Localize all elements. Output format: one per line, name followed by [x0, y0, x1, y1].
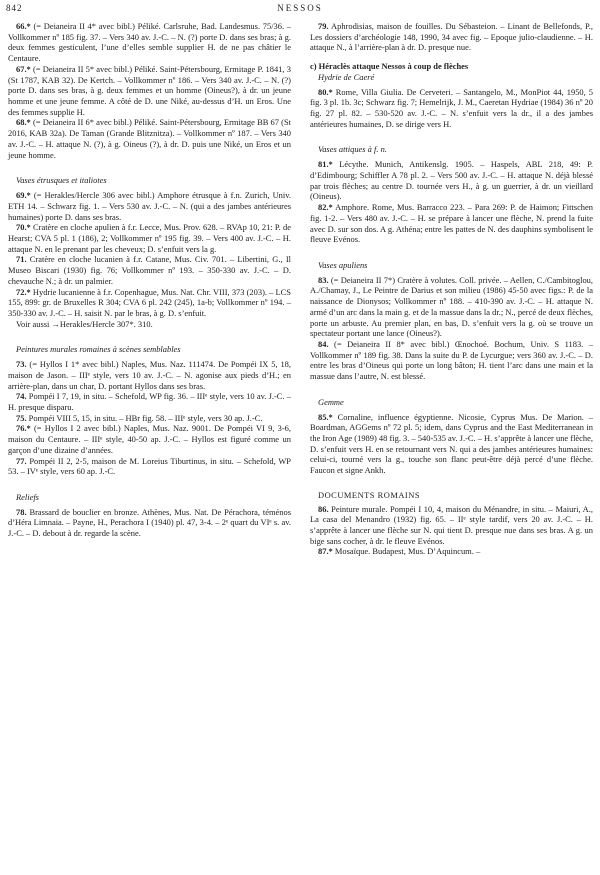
left-column	[8, 21, 291, 539]
section-heading-smallcaps: DOCUMENTS ROMAINS	[318, 489, 421, 500]
right-column	[310, 21, 593, 557]
catalogue-entry: 79. Aphrodisias, maison de fouilles. Du Sébasteion. – Linant de Bellefonds, P., Les dossiers d’archéologie 148, 1990, 34 avec fig. – Epoque julio-claudienne. – H. attaque N., à l’arrière-plan à dr. D. presque nue.	[310, 21, 593, 53]
running-header	[0, 3, 600, 17]
catalogue-entry: 87.* Mosaïque. Budapest, Mus. D’Aquincum. –	[318, 546, 481, 557]
catalogue-entry: 69.* (= Herakles/Hercle 306 avec bibl.) Amphore étrusque à f.n. Zurich, Univ. ETH 14. – Schwarz fig. 1. – Vers 530 av. J.-C. – N. (qui a des jambes antérieures humaines) porte D. dans ses bras.	[8, 190, 291, 222]
catalogue-entry: 70.* Cratère en cloche apulien à f.r. Lecce, Mus. Prov. 628. – RVAp 10, 21: P. de Hearst; CVA 5 pl. 1 (186), 2; Vollkommer nº 195 fig. 39. – Vers 400 av. J.-C. – H. attaque N. en le prenant par les cheveux; D. s’enfuit vers la g.	[8, 222, 291, 254]
catalogue-entry: 66.* (= Deianeira II 4* avec bibl.) Péliké. Carlsruhe, Bad. Landesmus. 75/36. – Vollkommer nº 185 fig. 37. – Vers 340 av. J.-C. – N. (?) porte D. dans ses bras; à g. deux femmes gesticulent, l’une d’elles semble supplier H. de ne pas châtier le Centaure.	[8, 21, 291, 64]
catalogue-entry: 78. Brassard de bouclier en bronze. Athènes, Mus. Nat. De Pérachora, téménos d’Héra Limnaia. – Payne, H., Perachora I (1940) pl. 47, 3-4. – 2ᵉ quart du VIᵉ s. av. J.-C. – D. debout à dr. regarde la scène.	[8, 506, 291, 539]
catalogue-entry: 74. Pompéi I 7, 19, in situ. – Schefold, WP fig. 36. – IIIᵉ style, vers 10 av. J.-C. – H. presque disparu.	[8, 391, 291, 412]
subsection-heading: Gemme	[318, 396, 344, 407]
catalogue-entry: 67.* (= Deianeira II 5* avec bibl.) Péliké. Saint-Pétersbourg, Ermitage P. 1841, 3 (St 1787, KAB 32). De Kertch. – Vollkommer nº 186. – Vers 340 av. J.-C. – N. (?) porte D. dans ses bras, à g. deux femmes et un homme (Oineus?), à dr. un jeune homme et une jeune femme. A côté de D. une Niké, au-dessus d’H. un Eros. Une des femmes supplie H.	[8, 63, 291, 117]
subsection-heading: Reliefs	[16, 492, 39, 503]
catalogue-entry: 75. Pompéi VIII 5, 15, in situ. – HBr fig. 58. – IIIᵉ style, vers 30 ap. J.-C.	[16, 412, 263, 423]
catalogue-entry: 86. Peinture murale. Pompéi I 10, 4, maison du Ménandre, in situ. – Maiuri, A., La casa del Menandro (1932) fig. 65. – IIᵉ style tardif, vers 20 av. J.-C. – H. s’apprête à lancer une flèche sur N. qui tient D. presque nue dans ses bras. A g. un bige sans cocher, à dr. le fleuve Evénos.	[310, 503, 593, 546]
catalogue-entry: 82.* Amphore. Rome, Mus. Barracco 223. – Para 269: P. de Haimon; Fittschen fig. 1-2. – Vers 480 av. J.-C. – H. se prépare à lancer une flèche, N. prend la fuite avec D. sur son dos. A g. Athéna; entre les pattes de N. des dauphins symbolisent le fleuve Evénos.	[310, 202, 593, 245]
subsection-heading: Vases étrusques et italiotes	[16, 175, 107, 186]
catalogue-entry: 68.* (= Deianeira II 6* avec bibl.) Péliké. Saint-Pétersbourg, Ermitage BB 67 (St 2016, KAB 32a). De Taman (Grande Blitznitza). – Vollkommer nº 187. – Vers 340 av. J.-C. – H. attaque N. (?), à g. Oineus (?), à dr. D. puis une Niké, un Eros et un jeune homme.	[8, 117, 291, 160]
page-number: 842	[6, 3, 23, 13]
catalogue-entry: 84. (= Deianeira II 8* avec bibl.) Œnochoé. Bochum, Univ. S 1183. – Vollkommer nº 189 fig. 38. Dans la suite du P. de Lycurgue; vers 360 av. J.-C. – D. entre les bras d’Oineus qui porte un long bâton; H. tient l’arc dans une main et la massue dans l’autre, N. est blessé.	[310, 338, 593, 382]
catalogue-entry: 71. Cratère en cloche lucanien à f.r. Catane, Mus. Civ. 701. – Libertini, G., Il Museo Biscari (1930) fig. 76; Vollkommer nº 193. – 350-330 av. J.-C. – D. chevauche N.; à dr. un palmier.	[8, 254, 291, 286]
subsection-heading: Vases apuliens	[318, 259, 368, 270]
catalogue-entry: 73. (= Hyllos I 1* avec bibl.) Naples, Mus. Naz. 111474. De Pompéi IX 5, 18, maison de Jason. – IIIᵉ style, vers 10 av. J.-C. – N. agonise aux pieds d’H.; en arrière-plan, dans un char, D. portant Hyllos dans ses bras.	[8, 359, 291, 391]
subsection-heading: Peintures murales romaines à scènes semblables	[16, 344, 181, 355]
catalogue-entry: 83. (= Deianeira II 7*) Cratère à volutes. Coll. privée. – Aellen, C./Cambitoglou, A./Chamay, J., Le Peintre de Darius et son milieu (1986) 45-50 avec figs.: P. de la naissance de Dionysos; Vollkommer nº 188. – 410-390 av. J.-C. – H. attaque N. armé d’un arc dans la main g. et de la massue dans la dr.; N., percé de deux flèches, porte un arbuste. Au premier plan, en bas, D. s’enfuit vers la g. où se trouve un spectateur portant une lance (Oineus?).	[310, 274, 593, 339]
running-title: NESSOS	[277, 3, 323, 13]
catalogue-entry: 81.* Lécythe. Munich, Antikenslg. 1905. – Haspels, ABL 218, 49: P. d’Edimbourg; Schiffler A 78 pl. 2. – Vers 500 av. J.-C. – H. attaque N. déjà blessé par trois flèches; au centre D. tournée vers H., à g. un guerrier, à dr. un vieillard (Oineus).	[310, 159, 593, 202]
catalogue-entry: 77. Pompéi II 2, 2-5, maison de M. Loreius Tiburtinus, in situ. – Schefold, WP 53. – IVᵉ style, vers 60 ap. J.-C.	[8, 455, 291, 477]
catalogue-entry: Voir aussi →Herakles/Hercle 307*. 310.	[16, 318, 153, 329]
section-heading: c) Héraclès attaque Nessos à coup de flèches	[310, 61, 469, 72]
catalogue-entry: 76.* (= Hyllos I 2 avec bibl.) Naples, Mus. Naz. 9001. De Pompéi VI 9, 3-6, maison du Centaure. – IIIᵉ style, 40-50 ap. J.-C. – Hyllos est figuré comme un garçon d’une dizaine d’années.	[8, 423, 291, 455]
section-subheading: Hydrie de Caeré	[318, 71, 375, 82]
catalogue-entry: 72.* Hydrie lucanienne à f.r. Copenhague, Mus. Nat. Chr. VIII, 373 (203). – LCS 155, 899: gr. de Bruxelles R 304; CVA 6 pl. 242 (245), 1a-b; Vollkommer nº 194. – 350-330 av. J.-C. – H. saisit N. par le bras, à g. D. s’enfuit.	[8, 286, 291, 318]
subsection-heading: Vases attiques à f. n.	[318, 144, 387, 155]
catalogue-entry: 80.* Rome, Villa Giulia. De Cerveteri. – Santangelo, M., MonPiot 44, 1950, 5 fig. 3 pl. 1b. 3c; Schwarz fig. 7; Hemelrijk, J. M., Caeretan Hydriae (1984) 36 nº 20 fig. 27 pl. 82. – 530-520 av. J.-C. – N. s’enfuit vers la dr., il a des jambes antérieures humaines, D. se dirige vers H.	[310, 86, 593, 129]
catalogue-entry: 85.* Cornaline, influence égyptienne. Nicosie, Cyprus Mus. De Marion. – Boardman, AGGems nº 72 pl. 5; idem, dans Cyprus and the East Mediterranean in the Iron Age (1989) 48 fig. 3. – 540-535 av. J.-C. – H. s’apprête à lancer une flèche, D. s’enfuit vers H. en se retournant vers N. qui a des jambes antérieures humaines: celui-ci, tourné vers la g., touche son flanc peut-être déjà percé d’une flèche. Faucon et signe Ankh.	[310, 411, 593, 476]
